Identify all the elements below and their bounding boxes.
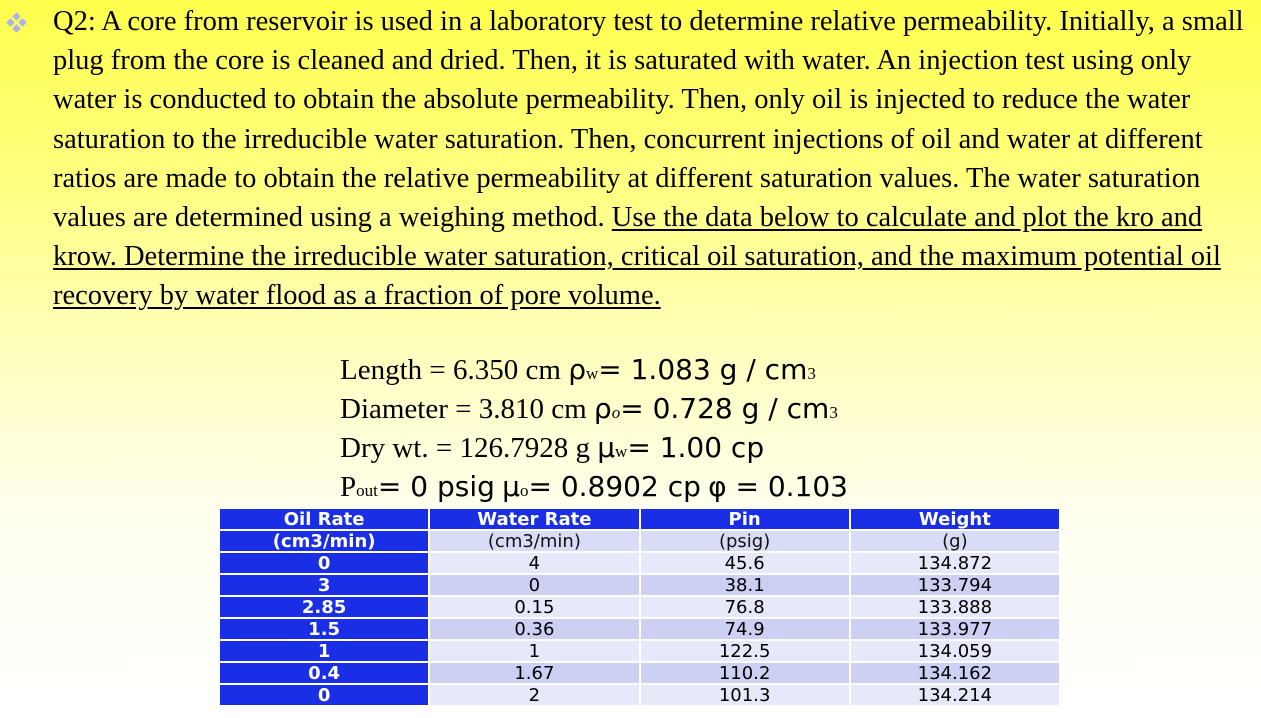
rho-w-subscript: w <box>585 364 599 383</box>
cell-water-rate: 0 <box>429 574 639 596</box>
unit-pin: (psig) <box>640 530 850 552</box>
rho-w-value: = 1.083 g / cm <box>598 353 808 386</box>
cell-oil-rate: 3 <box>219 574 429 596</box>
cell-oil-rate: 2.85 <box>219 596 429 618</box>
cell-weight: 134.059 <box>850 640 1060 662</box>
length-value: Length = 6.350 cm <box>340 354 561 386</box>
rho-o-subscript: o <box>611 403 621 422</box>
cell-water-rate: 2 <box>429 684 639 706</box>
dry-weight-value: Dry wt. = 126.7928 g <box>340 432 590 464</box>
cell-water-rate: 0.36 <box>429 618 639 640</box>
cell-water-rate: 4 <box>429 552 639 574</box>
porosity-value: φ = 0.103 <box>708 470 848 503</box>
header-oil-rate: Oil Rate <box>219 508 429 530</box>
table-row <box>219 640 1060 662</box>
table-row <box>219 662 1060 684</box>
cell-pin: 74.9 <box>640 618 850 640</box>
table-header-row <box>219 508 1060 530</box>
rho-o-unit-exponent: 3 <box>829 403 838 422</box>
table-row <box>219 596 1060 618</box>
table-row <box>219 574 1060 596</box>
mu-o-symbol: μ <box>502 470 520 503</box>
cell-weight: 134.872 <box>850 552 1060 574</box>
table-units-row <box>219 530 1060 552</box>
cell-oil-rate: 0.4 <box>219 662 429 684</box>
param-line-2 <box>340 389 848 428</box>
cell-pin: 122.5 <box>640 640 850 662</box>
pout-symbol: P <box>340 471 357 503</box>
question-text: Q2: A core from reservoir is used in a laboratory test to determine relative permeability. Initially, a small plug from the core is cleaned and dried. Then, it is saturated with water. An injection test using only water is conducted to obtain the absolute permeability. Then, only oil is injected to reduce the water saturation to the irreducible water saturation. Then, concurrent injections of oil and water at different ratios are made to obtain the relative permeability at different saturation values. The water saturation values are determined using a weighing method. <box>53 6 1244 234</box>
cell-water-rate: 0.15 <box>429 596 639 618</box>
question-paragraph <box>53 2 1258 316</box>
cell-water-rate: 1 <box>429 640 639 662</box>
pout-subscript: out <box>356 481 378 500</box>
cell-oil-rate: 1.5 <box>219 618 429 640</box>
param-line-4 <box>340 467 848 506</box>
param-line-3 <box>340 428 848 467</box>
cell-pin: 110.2 <box>640 662 850 684</box>
rho-o-value: = 0.728 g / cm <box>620 392 830 425</box>
cell-oil-rate: 1 <box>219 640 429 662</box>
mu-w-value: = 1.00 cp <box>627 431 765 464</box>
unit-weight: (g) <box>850 530 1060 552</box>
cell-weight: 133.794 <box>850 574 1060 596</box>
table-row <box>219 552 1060 574</box>
unit-water-rate: (cm3/min) <box>429 530 639 552</box>
mu-w-symbol: μ <box>597 431 616 464</box>
unit-oil-rate: (cm3/min) <box>219 530 429 552</box>
cell-pin: 38.1 <box>640 574 850 596</box>
diamond-bullet-icon <box>6 12 28 34</box>
data-table <box>218 507 1061 707</box>
cell-pin: 76.8 <box>640 596 850 618</box>
header-weight: Weight <box>850 508 1060 530</box>
cell-weight: 133.888 <box>850 596 1060 618</box>
mu-o-value: = 0.8902 cp <box>528 470 701 503</box>
table-row <box>219 684 1060 706</box>
rho-w-unit-exponent: 3 <box>807 364 816 383</box>
table-row <box>219 618 1060 640</box>
parameters-block <box>340 350 848 506</box>
header-water-rate: Water Rate <box>429 508 639 530</box>
cell-pin: 101.3 <box>640 684 850 706</box>
cell-water-rate: 1.67 <box>429 662 639 684</box>
cell-pin: 45.6 <box>640 552 850 574</box>
cell-weight: 134.214 <box>850 684 1060 706</box>
diameter-value: Diameter = 3.810 cm <box>340 393 587 425</box>
mu-w-subscript: w <box>615 442 628 461</box>
mu-o-subscript: o <box>519 481 529 500</box>
rho-o-symbol: ρ <box>593 392 612 425</box>
pout-value: = 0 psig <box>377 470 495 503</box>
cell-oil-rate: 0 <box>219 552 429 574</box>
question-instructions: Use the data below to calculate and plot the kro and krow. Determine the irreducible water saturation, critical oil saturation, and the maximum potential oil recovery by water flood as a fraction of pore volume. <box>53 202 1221 312</box>
rho-w-symbol: ρ <box>568 353 586 386</box>
cell-oil-rate: 0 <box>219 684 429 706</box>
cell-weight: 134.162 <box>850 662 1060 684</box>
cell-weight: 133.977 <box>850 618 1060 640</box>
param-line-1 <box>340 350 848 389</box>
header-pin: Pin <box>640 508 850 530</box>
